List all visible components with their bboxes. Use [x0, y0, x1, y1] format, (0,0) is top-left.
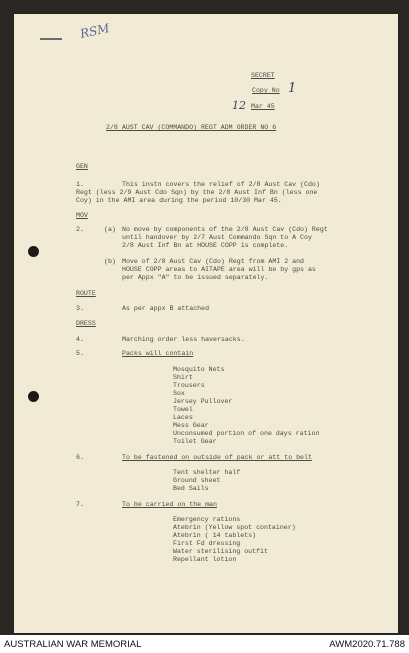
- pencil-mark: [40, 38, 62, 40]
- pack-item: Shirt: [173, 374, 193, 381]
- para-1-line: This instn covers the relief of 2/8 Aust Cav (Cdo): [122, 181, 320, 188]
- route-heading: ROUTE: [76, 290, 96, 297]
- para-2a-line: No move by components of the 2/8 Aust Cav (Cdo) Regt: [122, 226, 328, 233]
- carried-item: First Fd dressing: [173, 540, 241, 547]
- punch-hole-bottom: [28, 391, 39, 402]
- pack-item: Jersey Pullover: [173, 398, 233, 405]
- handwritten-initials: RSM: [78, 21, 111, 41]
- pack-item: Unconsumed portion of one days ration: [173, 430, 320, 437]
- para-5-number: 5.: [76, 350, 84, 357]
- pack-item: Towel: [173, 406, 193, 413]
- para-2a-line: 2/8 Aust Inf Bn at HOUSE COPP is complete.: [122, 242, 289, 249]
- gen-heading: GEN: [76, 163, 88, 170]
- para-1-number: 1.: [76, 181, 84, 188]
- para-4-text: Marching order less haversacks.: [122, 336, 245, 343]
- pack-item: Mess Gear: [173, 422, 209, 429]
- para-2b-line: per Appx "A" to be issued separately.: [122, 274, 269, 281]
- carried-item: Emergency rations: [173, 516, 241, 523]
- pack-item: Sox: [173, 390, 185, 397]
- carried-item: Atebrin ( 14 tablets): [173, 532, 257, 539]
- para-2b-label: (b): [104, 258, 116, 265]
- pack-item: Mosquito Nets: [173, 366, 225, 373]
- pack-item: Toilet Gear: [173, 438, 217, 445]
- para-2b-line: Move of 2/8 Aust Cav (Cdo) Regt from AMI 2 and: [122, 258, 305, 265]
- para-6-number: 6.: [76, 454, 84, 461]
- handwritten-copy-no: 1: [288, 81, 297, 96]
- para-2b-line: HOUSE COPP areas to AITAPE area will be by gps as: [122, 266, 316, 273]
- para-1-line: Coy) in the AMI area during the period 10/30 Mar 45.: [76, 197, 282, 204]
- carried-item: Water sterilising outfit: [173, 548, 268, 555]
- carried-item: Atebrin (Yellow spot container): [173, 524, 296, 531]
- fastened-item: Bed Sails: [173, 485, 209, 492]
- handwritten-date-num: 12: [232, 99, 246, 112]
- punch-hole-top: [28, 246, 39, 257]
- copy-label: Copy No: [252, 87, 280, 94]
- para-3-text: As per appx B attached: [122, 305, 210, 312]
- secret-label: SECRET: [251, 72, 275, 79]
- pack-item: Trousers: [173, 382, 205, 389]
- footer-bar: [0, 635, 409, 653]
- para-7-heading: To be carried on the man: [122, 501, 217, 508]
- mov-heading: MOV: [76, 212, 88, 219]
- para-3-number: 3.: [76, 305, 84, 312]
- para-1-line: Regt (less 2/9 Aust Cdo Sqn) by the 2/8 Aust Inf Bn (less one: [76, 189, 318, 196]
- date-label: Mar 45: [251, 103, 275, 110]
- document-title: 2/8 AUST CAV (COMMANDO) REGT ADM ORDER NO 6: [106, 124, 277, 131]
- para-2-number: 2.: [76, 226, 84, 233]
- para-2a-line: until handover by 2/7 Aust Commando Sqn to A Coy: [122, 234, 312, 241]
- para-4-number: 4.: [76, 336, 84, 343]
- para-5-heading: Packs will contain: [122, 350, 194, 357]
- para-6-heading: To be fastened on outside of pack or att to belt: [122, 454, 312, 461]
- footer-source: AUSTRALIAN WAR MEMORIAL: [4, 639, 142, 650]
- fastened-item: Ground sheet: [173, 477, 221, 484]
- carried-item: Repellant lotion: [173, 556, 237, 563]
- fastened-item: Tent shelter half: [173, 469, 241, 476]
- dress-heading: DRESS: [76, 320, 96, 327]
- para-7-number: 7.: [76, 501, 84, 508]
- footer-accession-id: AWM2020.71.788: [329, 639, 405, 650]
- document-page: [14, 14, 398, 633]
- para-2a-label: (a): [104, 226, 116, 233]
- pack-item: Laces: [173, 414, 193, 421]
